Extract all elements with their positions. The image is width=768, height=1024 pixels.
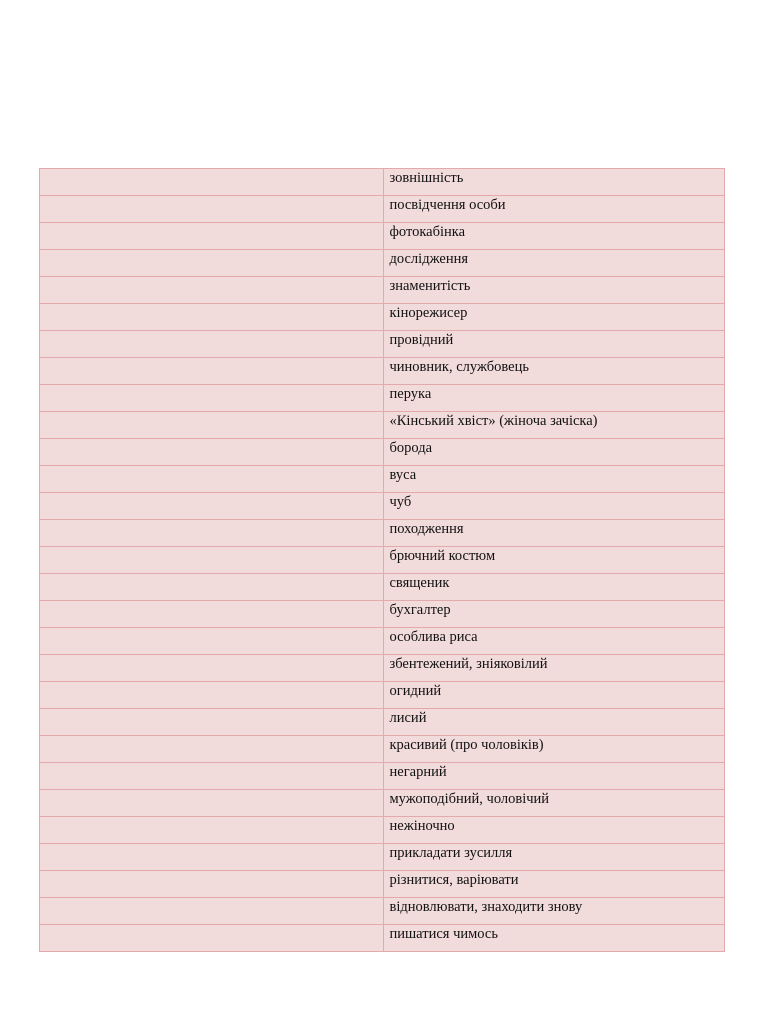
translation-cell: «Кінський хвіст» (жіноча зачіска)	[383, 412, 725, 439]
table-row	[40, 655, 725, 682]
table-row	[40, 169, 725, 196]
table-row	[40, 439, 725, 466]
table-row	[40, 466, 725, 493]
term-cell	[40, 304, 384, 331]
translation-cell: нежіночно	[383, 817, 725, 844]
table-row	[40, 196, 725, 223]
translation-cell: огидний	[383, 682, 725, 709]
translation-cell: перука	[383, 385, 725, 412]
translation-cell: дослідження	[383, 250, 725, 277]
term-cell	[40, 790, 384, 817]
term-cell	[40, 736, 384, 763]
translation-cell: різнитися, варіювати	[383, 871, 725, 898]
table-row	[40, 574, 725, 601]
table-row	[40, 844, 725, 871]
table-row	[40, 277, 725, 304]
translation-cell: чуб	[383, 493, 725, 520]
table-row	[40, 925, 725, 952]
table-row	[40, 790, 725, 817]
table-row	[40, 520, 725, 547]
table-row	[40, 898, 725, 925]
table-row	[40, 547, 725, 574]
translation-cell: пишатися чимось	[383, 925, 725, 952]
translation-cell: красивий (про чоловіків)	[383, 736, 725, 763]
translation-cell: зовнішність	[383, 169, 725, 196]
table-row	[40, 385, 725, 412]
term-cell	[40, 412, 384, 439]
table-row	[40, 331, 725, 358]
term-cell	[40, 574, 384, 601]
term-cell	[40, 466, 384, 493]
term-cell	[40, 844, 384, 871]
table-row	[40, 871, 725, 898]
term-cell	[40, 628, 384, 655]
term-cell	[40, 493, 384, 520]
term-cell	[40, 223, 384, 250]
term-cell	[40, 682, 384, 709]
translation-cell: збентежений, зніяковілий	[383, 655, 725, 682]
translation-cell: відновлювати, знаходити знову	[383, 898, 725, 925]
table-row	[40, 763, 725, 790]
table-row	[40, 250, 725, 277]
translation-cell: вуса	[383, 466, 725, 493]
term-cell	[40, 358, 384, 385]
translation-cell: фотокабінка	[383, 223, 725, 250]
table-row	[40, 493, 725, 520]
term-cell	[40, 601, 384, 628]
translation-cell: особлива риса	[383, 628, 725, 655]
translation-cell: провідний	[383, 331, 725, 358]
term-cell	[40, 871, 384, 898]
translation-cell: знаменитість	[383, 277, 725, 304]
translation-cell: лисий	[383, 709, 725, 736]
table-row	[40, 601, 725, 628]
translation-cell: прикладати зусилля	[383, 844, 725, 871]
table-row	[40, 709, 725, 736]
translation-cell: брючний костюм	[383, 547, 725, 574]
term-cell	[40, 763, 384, 790]
table-row	[40, 304, 725, 331]
term-cell	[40, 709, 384, 736]
term-cell	[40, 169, 384, 196]
translation-cell: мужоподібний, чоловічий	[383, 790, 725, 817]
term-cell	[40, 547, 384, 574]
term-cell	[40, 439, 384, 466]
term-cell	[40, 196, 384, 223]
table-row	[40, 223, 725, 250]
term-cell	[40, 898, 384, 925]
translation-cell: кінорежисер	[383, 304, 725, 331]
table-row	[40, 682, 725, 709]
table-row	[40, 736, 725, 763]
term-cell	[40, 817, 384, 844]
term-cell	[40, 925, 384, 952]
term-cell	[40, 331, 384, 358]
translation-cell: чиновник, службовець	[383, 358, 725, 385]
translation-cell: походження	[383, 520, 725, 547]
table-row	[40, 358, 725, 385]
table-row	[40, 628, 725, 655]
table-row	[40, 412, 725, 439]
vocabulary-table-body	[40, 169, 725, 952]
table-row	[40, 817, 725, 844]
translation-cell: священик	[383, 574, 725, 601]
translation-cell: посвідчення особи	[383, 196, 725, 223]
vocabulary-table	[39, 168, 725, 952]
translation-cell: негарний	[383, 763, 725, 790]
term-cell	[40, 655, 384, 682]
term-cell	[40, 250, 384, 277]
term-cell	[40, 520, 384, 547]
translation-cell: бухгалтер	[383, 601, 725, 628]
translation-cell: борода	[383, 439, 725, 466]
term-cell	[40, 277, 384, 304]
term-cell	[40, 385, 384, 412]
